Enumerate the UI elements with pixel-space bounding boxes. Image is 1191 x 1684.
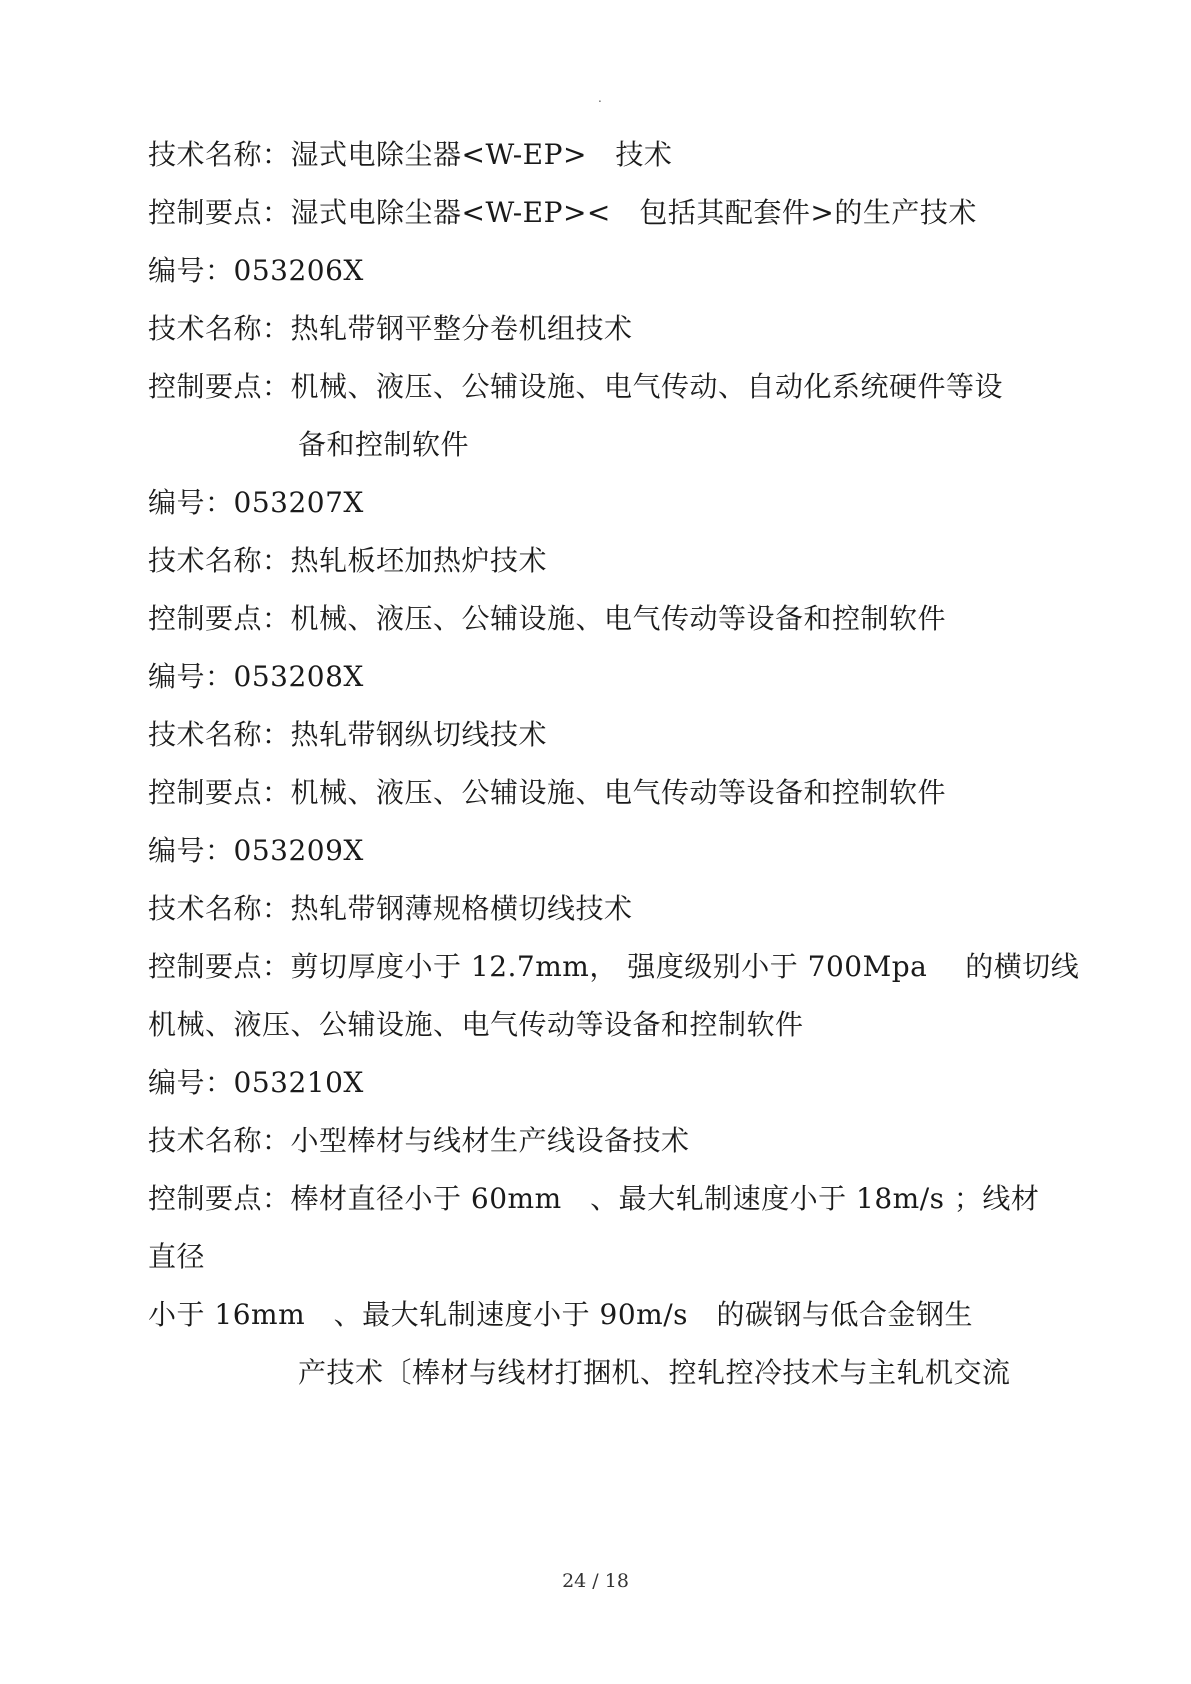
text-line: 控制要点：剪切厚度小于 12.7mm， 强度级别小于 700Mpa 的横切线 xyxy=(148,950,1080,983)
text-line: 控制要点：湿式电除尘器<W-EP>< 包括其配套件>的生产技术 xyxy=(148,196,977,229)
text-line: 控制要点：机械、液压、公辅设施、电气传动等设备和控制软件 xyxy=(148,776,947,809)
header-dot: . xyxy=(598,91,602,105)
text-line: 技术名称：小型棒材与线材生产线设备技术 xyxy=(148,1124,690,1157)
text-line: 机械、液压、公辅设施、电气传动等设备和控制软件 xyxy=(148,1008,804,1041)
text-line: 技术名称：热轧带钢纵切线技术 xyxy=(148,718,548,751)
text-line: 编号：053209X xyxy=(148,834,364,867)
text-line: 技术名称：热轧带钢薄规格横切线技术 xyxy=(148,892,633,925)
text-line-indented: 备和控制软件 xyxy=(298,428,470,461)
text-line: 技术名称：热轧带钢平整分卷机组技术 xyxy=(148,312,633,345)
text-line: 技术名称：热轧板坯加热炉技术 xyxy=(148,544,548,577)
text-line: 控制要点：机械、液压、公辅设施、电气传动、自动化系统硬件等设 xyxy=(148,370,1004,403)
text-line: 编号：053207X xyxy=(148,486,364,519)
text-line: 控制要点：机械、液压、公辅设施、电气传动等设备和控制软件 xyxy=(148,602,947,635)
text-line: 直径 xyxy=(148,1240,206,1273)
text-line: 编号：053206X xyxy=(148,254,364,287)
text-line: 编号：053208X xyxy=(148,660,364,693)
page-number: 24 / 18 xyxy=(562,1570,629,1592)
text-line: 技术名称：湿式电除尘器<W-EP> 技术 xyxy=(148,138,673,171)
text-line-indented: 产技术〔棒材与线材打捆机、控轧控冷技术与主轧机交流 xyxy=(298,1356,1011,1389)
text-line: 控制要点：棒材直径小于 60mm 、最大轧制速度小于 18m/s ；线材 xyxy=(148,1182,1040,1215)
text-line: 编号：053210X xyxy=(148,1066,364,1099)
text-line: 小于 16mm 、最大轧制速度小于 90m/s 的碳钢与低合金钢生 xyxy=(148,1298,974,1331)
